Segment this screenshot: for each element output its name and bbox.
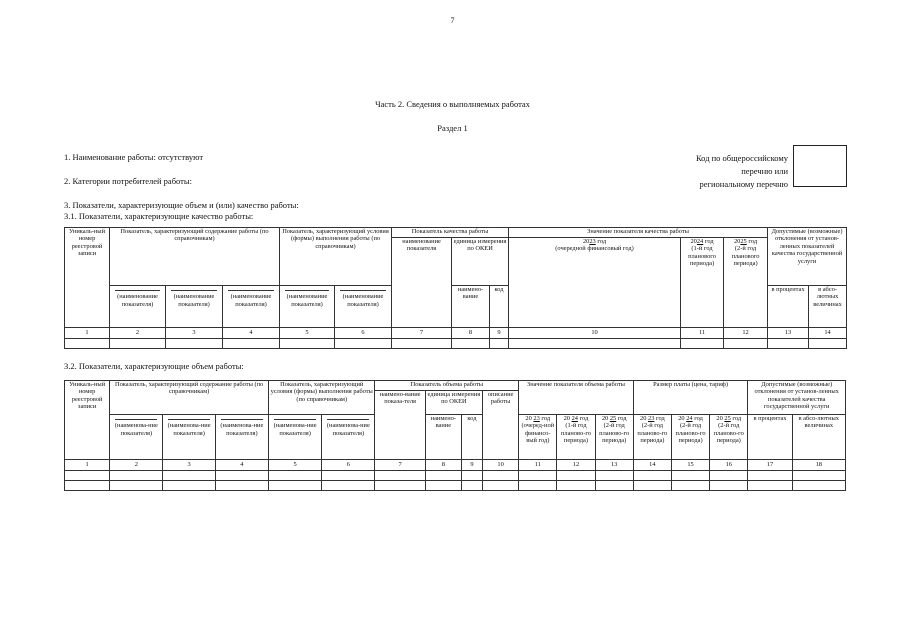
- t2-empty-cell[interactable]: [375, 481, 425, 491]
- t2-empty-cell[interactable]: [163, 481, 215, 491]
- t1-col-number: 9: [490, 328, 509, 339]
- t2-empty-cell[interactable]: [215, 471, 268, 481]
- t2-empty-cell[interactable]: [483, 481, 519, 491]
- t2-description-header: описание работы: [483, 391, 519, 460]
- t2-empty-cell[interactable]: [748, 471, 792, 481]
- t1-col-number: 5: [280, 328, 335, 339]
- t2-empty-cell[interactable]: [633, 481, 671, 491]
- t2-col-number: 8: [425, 460, 461, 471]
- t2-empty-cell[interactable]: [110, 481, 163, 491]
- t2-empty-cell[interactable]: [595, 471, 633, 481]
- t2-empty-cell[interactable]: [483, 471, 519, 481]
- t2-col-number: 5: [268, 460, 321, 471]
- quality-table: [64, 227, 847, 349]
- year-suffix: год: [694, 415, 703, 422]
- year-prefix: 20: [563, 415, 570, 422]
- code-label-line: региональному перечню: [699, 179, 788, 189]
- year-prefix: 20: [716, 415, 723, 422]
- t2-unit-code-header: код: [461, 415, 482, 460]
- t2-deviation-header: Допустимые (возможные) отклонения от установ-ленных показателей качества государственной услуги: [748, 381, 846, 415]
- t2-empty-cell[interactable]: [110, 471, 163, 481]
- t2-condition-param-1: [268, 415, 321, 460]
- t1-empty-cell[interactable]: [809, 339, 847, 349]
- registry-code-box[interactable]: [793, 145, 847, 187]
- t2-empty-cell[interactable]: [65, 481, 110, 491]
- t1-year1-header: [509, 238, 681, 328]
- t2-empty-cell[interactable]: [322, 471, 375, 481]
- t2-empty-cell[interactable]: [425, 471, 461, 481]
- year-prefix: 20: [678, 415, 685, 422]
- t1-quality-name-header: наименование показателя: [392, 238, 452, 328]
- t2-empty-cell[interactable]: [461, 471, 482, 481]
- t1-dev-percent-header: в процентах: [768, 286, 809, 328]
- year-note: (2-й год планово-го периода): [675, 422, 706, 445]
- year-suffix: год: [732, 415, 742, 422]
- t2-col-number: 12: [557, 460, 595, 471]
- t2-empty-cell[interactable]: [557, 481, 595, 491]
- t2-empty-cell[interactable]: [268, 481, 321, 491]
- t1-empty-cell[interactable]: [452, 339, 490, 349]
- t1-value-header: Значение показателя качества работы: [509, 228, 768, 238]
- t1-unique-number-header: Уникаль-ный номер реестровой записи: [65, 228, 110, 328]
- section-title: Раздел 1: [437, 123, 468, 133]
- year-prefix: 20: [525, 415, 532, 422]
- t2-fee-header: Размер платы (цена, тариф): [633, 381, 748, 415]
- year-note: (2-й год планово-го периода): [713, 422, 744, 445]
- t2-content-param-2: [163, 415, 215, 460]
- consumer-category-line: 2. Категории потребителей работы:: [64, 176, 192, 186]
- t1-empty-cell[interactable]: [768, 339, 809, 349]
- t2-volume-year2-header: [557, 415, 595, 460]
- t2-fee-year1-header: [633, 415, 671, 460]
- t2-col-number: 3: [163, 460, 215, 471]
- t1-empty-cell[interactable]: [392, 339, 452, 349]
- t1-year3-header: [724, 238, 768, 328]
- t2-empty-cell[interactable]: [710, 471, 748, 481]
- t1-empty-cell[interactable]: [490, 339, 509, 349]
- t2-fee-year3-header: [710, 415, 748, 460]
- t2-content-param-3: [215, 415, 268, 460]
- t1-condition-param-1: [280, 286, 335, 328]
- t2-empty-cell[interactable]: [595, 481, 633, 491]
- year-prefix: 20: [582, 238, 590, 245]
- t2-empty-cell[interactable]: [322, 481, 375, 491]
- t2-empty-cell[interactable]: [215, 481, 268, 491]
- t2-empty-cell[interactable]: [163, 471, 215, 481]
- code-label-line: перечню или: [741, 166, 788, 176]
- t1-col-number: 3: [166, 328, 223, 339]
- t2-content-header: Показатель, характеризующий содержание работы (по справочникам): [110, 381, 269, 415]
- year-value: 23: [589, 238, 596, 245]
- t1-unit-header: единица измерения по ОКЕИ: [452, 238, 509, 286]
- year-suffix: год: [579, 415, 589, 422]
- quality-heading: 3.1. Показатели, характеризующие качество работы:: [64, 211, 254, 221]
- t1-quality-header: Показатель качества работы: [392, 228, 509, 238]
- t1-empty-cell[interactable]: [280, 339, 335, 349]
- t1-empty-cell[interactable]: [223, 339, 280, 349]
- param-caption: (наименование показателя): [286, 293, 328, 308]
- t1-col-number: 12: [724, 328, 768, 339]
- t2-col-number: 17: [748, 460, 792, 471]
- t2-empty-cell[interactable]: [748, 481, 792, 491]
- t2-unit-header: единица измерения по ОКЕИ: [425, 391, 482, 415]
- year-prefix: 20: [733, 238, 741, 245]
- param-caption: (наименова-ние показателя): [273, 422, 317, 437]
- t2-col-number: 9: [461, 460, 482, 471]
- t2-empty-cell[interactable]: [461, 481, 482, 491]
- t2-col-number: 13: [595, 460, 633, 471]
- t1-col-number: 8: [452, 328, 490, 339]
- t1-empty-cell[interactable]: [110, 339, 166, 349]
- t1-conditions-header: Показатель, характеризующий условия (формы) выполнения работы (по справочникам): [280, 228, 392, 286]
- t2-col-number: 10: [483, 460, 519, 471]
- param-caption: (наименова-ние показателя): [220, 422, 264, 437]
- year-value: 25: [740, 238, 747, 245]
- t2-volume-year1-header: [519, 415, 557, 460]
- t2-col-number: 14: [633, 460, 671, 471]
- year-prefix: 20: [601, 415, 609, 422]
- year-suffix: год: [656, 415, 665, 422]
- t2-conditions-header: Показатель, характеризующий условия (формы) выполнения работы (по справочникам): [268, 381, 375, 415]
- table-row: [65, 471, 846, 481]
- t2-content-param-1: [110, 415, 163, 460]
- year-value: 23: [533, 415, 540, 422]
- t1-col-number: 11: [681, 328, 724, 339]
- t1-year2-header: [681, 238, 724, 328]
- year-note: (2-й год планового периода): [731, 245, 760, 268]
- t1-col-number: 6: [335, 328, 392, 339]
- t1-col-number: 2: [110, 328, 166, 339]
- year-suffix: год: [617, 415, 627, 422]
- t2-empty-cell[interactable]: [633, 471, 671, 481]
- t2-empty-cell[interactable]: [519, 481, 557, 491]
- t2-unique-number-header: Уникаль-ный номер реестровой записи: [65, 381, 110, 460]
- t2-empty-cell[interactable]: [268, 471, 321, 481]
- param-caption: (наименова-ние показателя): [167, 422, 211, 437]
- t2-empty-cell[interactable]: [519, 471, 557, 481]
- t2-empty-cell[interactable]: [792, 471, 845, 481]
- t2-fee-year2-header: [671, 415, 709, 460]
- year-note: (очередной финансовый год): [555, 245, 634, 253]
- year-note: (2-й год планово-го периода): [637, 422, 668, 445]
- t1-empty-cell[interactable]: [166, 339, 223, 349]
- t1-col-number: 7: [392, 328, 452, 339]
- volume-heading: 3.2. Показатели, характеризующие объем работы:: [64, 361, 244, 371]
- work-name-line: 1. Наименование работы: отсутствуют: [64, 152, 204, 162]
- t2-col-number: 6: [322, 460, 375, 471]
- t1-empty-cell[interactable]: [509, 339, 681, 349]
- t1-unit-code-header: код: [490, 286, 509, 328]
- t1-col-number: 10: [509, 328, 681, 339]
- year-suffix: год: [541, 415, 551, 422]
- param-caption: (наименование показателя): [342, 293, 384, 308]
- param-caption: (наименование показателя): [117, 293, 158, 308]
- t2-unit-name-header: наимено-вание: [425, 415, 461, 460]
- t2-col-number: 15: [671, 460, 709, 471]
- indicators-heading: 3. Показатели, характеризующие объем и (или) качество работы:: [64, 200, 299, 210]
- t1-empty-cell[interactable]: [724, 339, 768, 349]
- t2-empty-cell[interactable]: [65, 471, 110, 481]
- t1-content-param-3: [223, 286, 280, 328]
- param-caption: (наименова-ние показателя): [114, 422, 158, 437]
- t2-volume-header: Показатель объема работы: [375, 381, 519, 391]
- t2-empty-cell[interactable]: [792, 481, 845, 491]
- t2-col-number: 1: [65, 460, 110, 471]
- t2-empty-cell[interactable]: [671, 471, 709, 481]
- year-note: (1-й год планового периода): [688, 245, 716, 268]
- t2-col-number: 18: [792, 460, 845, 471]
- param-caption: (наименование показателя): [230, 293, 272, 308]
- t1-deviation-header: Допустимые (возможные) отклонения от установ-ленных показателей качества государственной услуги: [768, 228, 847, 286]
- year-value: 24: [686, 415, 693, 422]
- page-number: 7: [450, 16, 455, 25]
- year-value: 24: [571, 415, 578, 422]
- t2-volume-name-header: наимено-вание показа-теля: [375, 391, 425, 460]
- t2-condition-param-2: [322, 415, 375, 460]
- t2-dev-percent-header: в процентах: [748, 415, 792, 460]
- t2-empty-cell[interactable]: [710, 481, 748, 491]
- t1-col-number: 14: [809, 328, 847, 339]
- year-note: (1-й год планово-го периода): [560, 422, 591, 445]
- volume-table: [64, 380, 846, 491]
- t2-dev-absolute-header: в абсо-лютных величинах: [792, 415, 845, 460]
- t1-col-number: 4: [223, 328, 280, 339]
- t1-empty-cell[interactable]: [681, 339, 724, 349]
- t1-dev-absolute-header: в абсо-лютных величинах: [809, 286, 847, 328]
- t2-col-number: 4: [215, 460, 268, 471]
- year-value: 23: [648, 415, 655, 422]
- table-row: [65, 481, 846, 491]
- year-suffix: год: [704, 238, 714, 245]
- param-caption: (наименова-ние показателя): [326, 422, 370, 437]
- year-value: 25: [724, 415, 731, 422]
- t1-content-param-2: [166, 286, 223, 328]
- year-note: (очеред-ной финансо-вый год): [521, 422, 555, 445]
- year-suffix: год: [597, 238, 607, 245]
- t1-condition-param-2: [335, 286, 392, 328]
- year-suffix: год: [748, 238, 758, 245]
- year-note: (2-й год планово-го периода): [599, 422, 630, 445]
- t2-col-number: 2: [110, 460, 163, 471]
- year-prefix: 20: [640, 415, 647, 422]
- param-caption: (наименование показателя): [173, 293, 215, 308]
- part-title: Часть 2. Сведения о выполняемых работах: [375, 99, 530, 109]
- t1-content-header: Показатель, характеризующий содержание работы (по справочникам): [110, 228, 280, 286]
- t2-col-number: 11: [519, 460, 557, 471]
- registry-code-label: [620, 152, 788, 191]
- t2-col-number: 16: [710, 460, 748, 471]
- t1-empty-cell[interactable]: [65, 339, 110, 349]
- table-row: [65, 339, 847, 349]
- t1-empty-cell[interactable]: [335, 339, 392, 349]
- t1-col-number: 1: [65, 328, 110, 339]
- t2-empty-cell[interactable]: [671, 481, 709, 491]
- t2-col-number: 7: [375, 460, 425, 471]
- t2-empty-cell[interactable]: [375, 471, 425, 481]
- t1-unit-name-header: наимено-вание: [452, 286, 490, 328]
- year-value: 24: [696, 238, 704, 245]
- code-label-line: Код по общероссийскому: [695, 153, 788, 163]
- t2-empty-cell[interactable]: [425, 481, 461, 491]
- year-prefix: 20: [690, 238, 697, 245]
- t2-value-header: Значение показателя объема работы: [519, 381, 634, 415]
- t1-content-param-1: [110, 286, 166, 328]
- t2-volume-year3-header: [595, 415, 633, 460]
- year-value: 25: [609, 415, 617, 422]
- t2-empty-cell[interactable]: [557, 471, 595, 481]
- t1-col-number: 13: [768, 328, 809, 339]
